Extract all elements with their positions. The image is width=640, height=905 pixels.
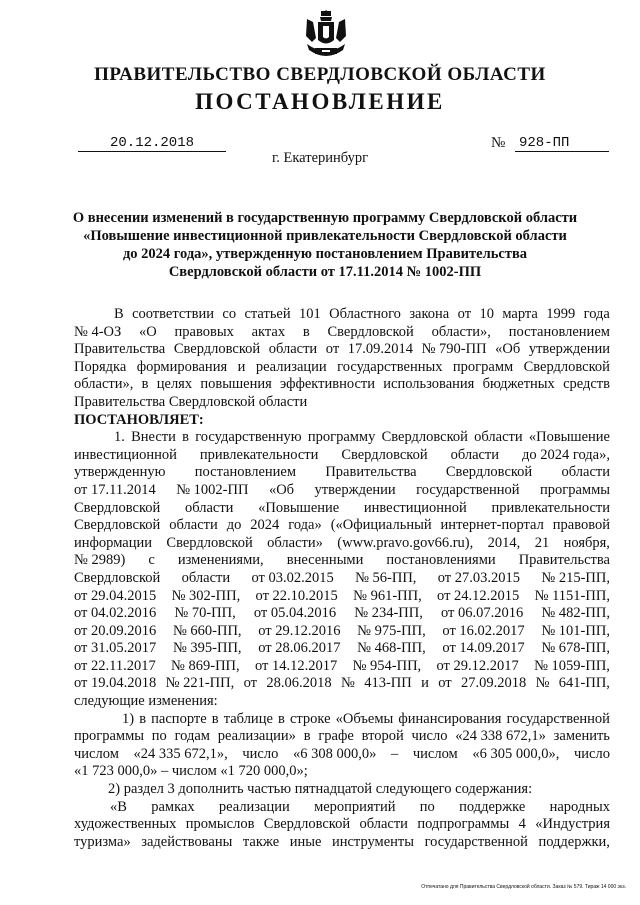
word: № 468-ПП, <box>357 640 426 657</box>
word: программы <box>540 481 610 498</box>
text-line <box>74 693 610 711</box>
word: № 70-ПП, <box>174 605 236 622</box>
word: от 28.06.2017 <box>258 640 341 657</box>
word: В <box>114 306 124 322</box>
word: реализации <box>218 798 290 815</box>
word: также <box>242 833 280 850</box>
word: от <box>243 675 258 692</box>
word: от <box>325 341 340 358</box>
word: от 16.02.2017 <box>442 622 525 639</box>
word: второй <box>361 728 404 745</box>
word: число <box>411 728 448 745</box>
word: области», <box>431 323 491 340</box>
word: 10 <box>479 306 494 322</box>
word: в <box>141 376 149 393</box>
word: от 29.04.2015 <box>74 587 157 604</box>
text-line <box>74 623 610 641</box>
word: формирования <box>136 358 228 375</box>
word: 2014, <box>487 534 521 551</box>
word: «24 335 672,1», <box>133 745 228 762</box>
word: № 954-ПП, <box>352 657 422 674</box>
word: Свердловской <box>445 464 533 481</box>
word: Правительства <box>74 341 166 358</box>
title-line: Свердловской области от 17.11.2014 № 1002-ПП <box>168 264 482 280</box>
word: от 17.11.2014 <box>74 481 156 498</box>
word: от 27.03.2015 <box>437 569 521 586</box>
word: Областного <box>329 306 401 322</box>
word: промыслов <box>185 816 255 833</box>
word: государственных <box>337 358 443 375</box>
word: № 961-ПП, <box>353 587 422 604</box>
word: программу <box>307 429 376 446</box>
word: актах <box>251 323 286 340</box>
word: постановлением <box>194 464 297 481</box>
word: инвестиционной <box>363 499 467 516</box>
word: 1. <box>114 429 125 446</box>
title-line: О внесении изменений в государственную программу Свердловской области <box>72 210 578 226</box>
word: от 22.11.2017 <box>74 657 156 674</box>
word: ПОСТАНОВЛЯЕТ: <box>74 411 204 428</box>
word: в <box>139 710 147 727</box>
word: бюджетных <box>482 376 555 393</box>
word: со <box>222 306 237 322</box>
word: 1) <box>122 710 135 727</box>
word: 2024 <box>250 517 280 534</box>
word: – <box>390 745 399 762</box>
word: эффективности <box>280 376 376 393</box>
text-line <box>74 324 610 342</box>
text-line <box>74 394 610 412</box>
word: Свердловской <box>341 446 428 463</box>
word: 101 <box>299 306 321 322</box>
text-line <box>74 535 610 553</box>
word: поддержки, <box>538 833 610 850</box>
document-type: ПОСТАНОВЛЕНИЕ <box>195 89 445 114</box>
word: («Официальный <box>330 517 432 534</box>
word: от 14.12.2017 <box>254 657 338 674</box>
word: в <box>303 728 311 745</box>
word: «О <box>139 323 157 340</box>
word: до <box>226 517 242 534</box>
word: № 1151-ПП, <box>534 587 610 604</box>
word: утверждении <box>314 481 396 498</box>
word: следующие изменения: <box>74 693 218 710</box>
text-line <box>74 359 610 377</box>
word: правовых <box>174 323 234 340</box>
word: по <box>419 798 435 815</box>
text-line <box>74 500 610 518</box>
word: целях <box>156 376 193 393</box>
word: № 482-ПП, <box>541 605 610 622</box>
word: № 869-ПП, <box>171 657 240 674</box>
word: инвестиционной <box>74 446 177 463</box>
word: № <box>340 675 355 692</box>
text-line <box>74 570 610 588</box>
word: привлекательности <box>491 499 610 516</box>
word: государственной <box>416 481 520 498</box>
word: задействованы <box>141 833 233 850</box>
word: № 2989) <box>74 552 126 569</box>
word: года <box>583 306 610 322</box>
word: до 2024 года», <box>521 446 610 463</box>
word: использования <box>383 376 475 393</box>
word: от <box>457 306 472 322</box>
word: привлекательности <box>199 446 319 463</box>
word: постановлением <box>508 323 610 340</box>
text-line <box>74 675 610 693</box>
word: Свердловской <box>263 816 351 833</box>
word: от 03.02.2015 <box>251 569 334 586</box>
text-line <box>74 605 610 623</box>
word: от 06.07.2016 <box>440 605 524 622</box>
document-body <box>74 306 610 851</box>
word: программы <box>74 728 144 745</box>
text-line <box>74 306 610 324</box>
word: заменить <box>553 728 610 745</box>
word: 27.09.2018 <box>460 675 527 692</box>
word: № 221-ПП, <box>165 675 235 692</box>
word: повышения <box>200 376 272 393</box>
document-title <box>60 209 590 281</box>
word: инструменты <box>331 833 415 850</box>
word: «24 338 672,1» <box>455 728 546 745</box>
word: № 4-ОЗ <box>74 323 122 340</box>
word: 17.09.2014 <box>347 341 414 358</box>
coat-of-arms-icon <box>303 10 349 62</box>
word: Свердловской <box>327 323 414 340</box>
text-line <box>74 447 610 465</box>
word: статьей <box>244 306 291 322</box>
word: программ <box>452 358 514 375</box>
word: от 24.12.2015 <box>437 587 520 604</box>
word: № 660-ПП, <box>172 622 242 639</box>
word: государственной <box>506 710 610 727</box>
text-line <box>74 412 610 430</box>
text-line <box>74 728 610 746</box>
word: средств <box>563 376 610 393</box>
text-line <box>74 746 610 764</box>
word: 641-ПП, <box>558 675 610 692</box>
word: мероприятий <box>314 798 396 815</box>
word: Свердловской <box>523 358 610 375</box>
word: в <box>182 429 189 446</box>
word: 28.06.2018 <box>266 675 332 692</box>
word: строке <box>289 710 331 727</box>
word: области <box>184 499 234 516</box>
word: и <box>421 675 429 692</box>
word: финансирования <box>398 710 502 727</box>
text-line <box>74 640 610 658</box>
word: Порядка <box>74 358 127 375</box>
print-footer: Отпечатано для Правительства Свердловской области. Заказ № 579. Тираж 14 000 экз. <box>421 884 626 890</box>
word: «Об <box>268 481 295 498</box>
word: художественных <box>74 816 177 833</box>
word: № 395-ПП, <box>172 640 242 657</box>
word: иные <box>289 833 322 850</box>
text-line <box>74 799 610 817</box>
word: от 29.12.2016 <box>258 622 341 639</box>
number-label: № <box>491 135 506 151</box>
word: Свердловской <box>74 569 161 586</box>
word: № 101-ПП, <box>541 622 610 639</box>
word: от 05.04.2016 <box>253 605 337 622</box>
word: изменениями, <box>177 552 264 569</box>
word: «Повышение <box>258 499 340 516</box>
word: соответствии <box>132 306 214 322</box>
word: от 20.09.2016 <box>74 622 157 639</box>
word: числом <box>412 745 458 762</box>
text-line <box>74 781 610 799</box>
text-line <box>74 658 610 676</box>
word: № 1002-ПП <box>176 481 249 498</box>
word: с <box>148 552 155 569</box>
word: внесенными <box>286 552 364 569</box>
word: № 1059-ПП, <box>534 657 610 674</box>
word: № 975-ПП, <box>357 622 426 639</box>
word: марта <box>502 306 538 322</box>
word: закона <box>409 306 450 322</box>
word: графе <box>318 728 354 745</box>
word: Свердловской <box>74 517 161 534</box>
word: № <box>535 675 550 692</box>
word: области <box>268 341 318 358</box>
word: «В <box>110 798 127 815</box>
text-line <box>74 429 610 447</box>
word: годам <box>174 728 210 745</box>
word: области», <box>74 376 134 393</box>
word: области» <box>267 534 323 551</box>
word: в <box>278 710 285 727</box>
text-line <box>74 834 610 852</box>
text-line <box>74 552 610 570</box>
word: Правительства Свердловской области <box>74 393 308 410</box>
word: в <box>302 323 310 340</box>
word: и <box>237 358 246 375</box>
word: утверждении <box>528 341 610 358</box>
document-number: 928-ПП <box>515 135 609 152</box>
word: ноября, <box>563 534 610 551</box>
document-date: 20.12.2018 <box>78 135 226 152</box>
word: Внести <box>131 429 176 446</box>
word: постановлениями <box>386 552 496 569</box>
text-line <box>74 588 610 606</box>
word: государственной <box>424 833 528 850</box>
word: «1 723 000,0» – числом «1 720 000,0»; <box>74 763 308 780</box>
word: 4 <box>518 816 526 833</box>
word: «Объемы <box>335 710 394 727</box>
word: реализации» <box>217 728 296 745</box>
city: г. Екатеринбург <box>271 150 369 166</box>
word: «6 305 000,0», <box>472 745 560 762</box>
word: области <box>450 446 500 463</box>
word: правовой <box>552 517 610 534</box>
word: число <box>242 745 279 762</box>
text-line <box>74 711 610 729</box>
title-line: «Повышение инвестиционной привлекательности Свердловской области <box>83 228 567 244</box>
word: 2) раздел 3 дополнить частью пятнадцатой следующего содержания: <box>108 781 533 798</box>
word: от <box>438 675 452 692</box>
word: 413-ПП <box>364 675 412 692</box>
word: таблице <box>223 710 273 727</box>
word: от 14.09.2017 <box>442 640 525 657</box>
word: числом <box>74 745 119 762</box>
word: информации <box>74 534 152 551</box>
word: от 19.04.2018 <box>74 675 157 692</box>
word: поддержке <box>459 798 526 815</box>
word: государственную <box>195 429 302 446</box>
word: от 31.05.2017 <box>74 640 157 657</box>
word: № 678-ПП, <box>541 640 610 657</box>
text-line <box>74 376 610 394</box>
word: Правительства <box>518 552 610 569</box>
text-line <box>74 816 610 834</box>
word: (www.pravo.gov66.ru), <box>337 534 474 551</box>
word: области <box>181 569 231 586</box>
word: «Об <box>495 341 521 358</box>
word: туризма» <box>74 833 131 850</box>
word: Свердловской <box>381 429 468 446</box>
word: подпрограммы <box>417 816 510 833</box>
word: «Индустрия <box>535 816 610 833</box>
word: № 302-ПП, <box>171 587 241 604</box>
text-line <box>74 517 610 535</box>
word: 1999 <box>546 306 576 322</box>
word: № 790-ПП <box>421 341 487 358</box>
word: года» <box>288 517 322 534</box>
word: от 04.02.2016 <box>74 605 157 622</box>
word: народных <box>549 798 610 815</box>
text-line <box>74 464 610 482</box>
word: рамках <box>151 798 195 815</box>
word: Свердловской <box>74 499 161 516</box>
title-line: до 2024 года», утвержденную постановлением Правительства <box>122 246 528 262</box>
word: от 22.10.2015 <box>255 587 338 604</box>
word: паспорте <box>151 710 207 727</box>
word: реализации <box>255 358 327 375</box>
word: № 234-ПП, <box>354 605 423 622</box>
word: Правительства <box>325 464 417 481</box>
word: Свердловской <box>173 341 261 358</box>
text-line <box>74 482 610 500</box>
government-name: ПРАВИТЕЛЬСТВО СВЕРДЛОВСКОЙ ОБЛАСТИ <box>94 64 546 85</box>
word: «6 308 000,0» <box>292 745 377 762</box>
word: число <box>573 745 610 762</box>
word: по <box>151 728 167 745</box>
word: «Повышение <box>528 429 610 446</box>
word: области <box>474 429 523 446</box>
word: области <box>169 517 218 534</box>
word: 21 <box>534 534 550 551</box>
word: № 56-ПП, <box>355 569 417 586</box>
text-line <box>74 341 610 359</box>
word: интернет-портал <box>440 517 544 534</box>
word: от 29.12.2017 <box>436 657 519 674</box>
word: № 215-ПП, <box>541 569 610 586</box>
word: области <box>359 816 408 833</box>
text-line <box>74 763 610 781</box>
word: области <box>561 464 610 481</box>
word: утвержденную <box>74 464 166 481</box>
word: Свердловской <box>166 534 253 551</box>
word: в <box>211 710 219 727</box>
